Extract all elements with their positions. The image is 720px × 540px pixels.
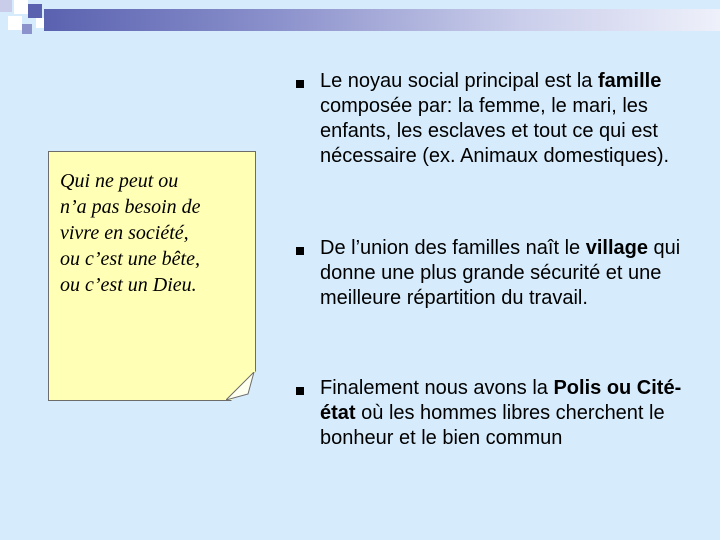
bullet-marker-3 xyxy=(296,387,304,395)
bullet-marker-1 xyxy=(296,80,304,88)
note-line: vivre en société, xyxy=(60,222,189,244)
note-line: ou c’est une bête, xyxy=(60,248,200,270)
note-quote xyxy=(60,168,250,298)
decor-square-5 xyxy=(22,24,32,34)
bullet-text: qui donne une plus grande sécurité et une meilleure répartition du travail. xyxy=(320,237,681,309)
decor-square-2 xyxy=(14,0,28,14)
note-folded-corner-icon xyxy=(226,372,256,402)
bullet-text: Le noyau social principal est la xyxy=(320,70,598,92)
bullet-text: où les hommes libres cherchent le bonheur et le bien commun xyxy=(320,402,665,449)
bullet-bold-term: village xyxy=(585,237,648,259)
bullet-text: De l’union des familles naît le xyxy=(320,237,586,259)
header-gradient-bar xyxy=(44,9,720,31)
note-line: n’a pas besoin de xyxy=(60,196,201,218)
decor-square-3 xyxy=(28,4,42,18)
bullet-marker-2 xyxy=(296,247,304,255)
bullet-item-polis xyxy=(320,376,700,451)
bullet-item-village xyxy=(320,236,700,311)
decor-square-4 xyxy=(8,16,22,30)
bullet-text: Finalement nous avons la xyxy=(320,377,554,399)
bullet-bold-term: Polis ou Cité-état xyxy=(320,377,682,424)
bullet-text: composée par: la femme, le mari, les enfants, les esclaves et tout ce qui est nécessaire (ex. Animaux domestiques). xyxy=(320,95,670,167)
decor-square-1 xyxy=(0,0,12,12)
bullet-bold-term: famille xyxy=(597,70,662,92)
note-line: ou c’est un Dieu. xyxy=(60,274,197,296)
note-line: Qui ne peut ou xyxy=(60,170,179,192)
bullet-item-famille xyxy=(320,69,700,169)
